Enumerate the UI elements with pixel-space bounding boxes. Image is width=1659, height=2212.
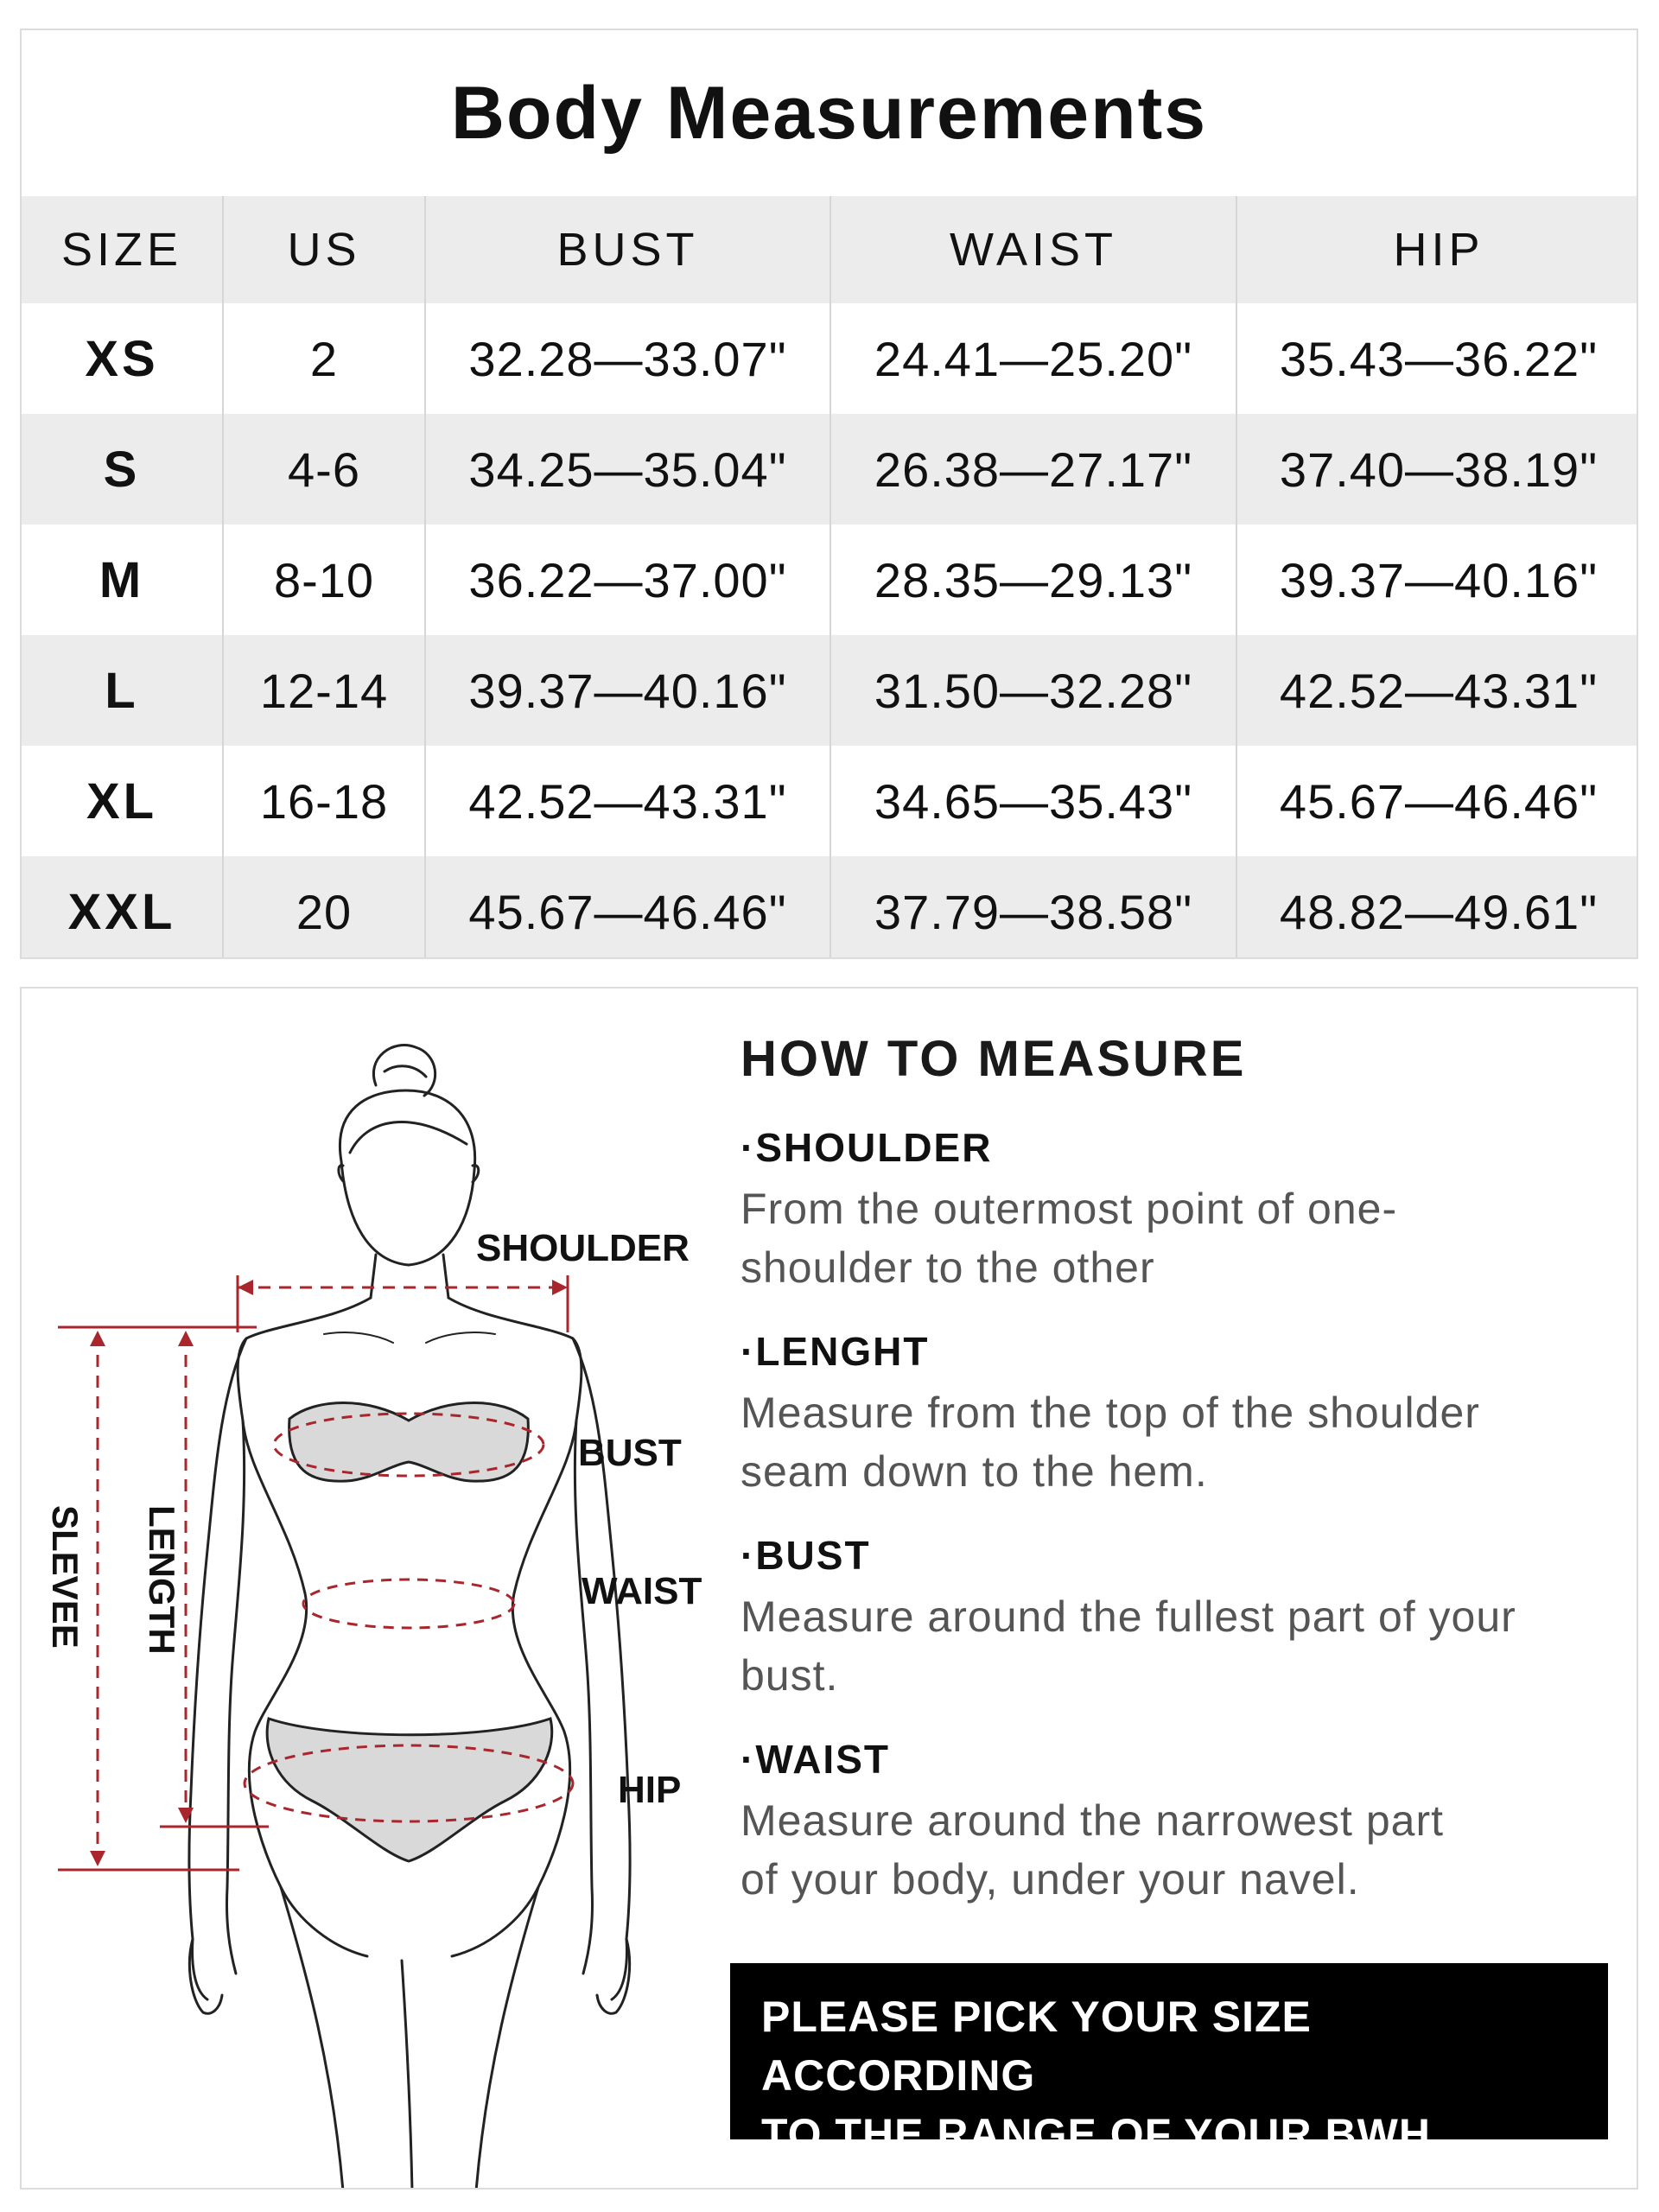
cell-hip: 37.40—38.19" bbox=[1236, 414, 1638, 524]
cell-us: 20 bbox=[223, 856, 425, 959]
desc-line: Measure around the fullest part of your bbox=[741, 1592, 1516, 1641]
desc-line: shoulder to the other bbox=[741, 1243, 1155, 1292]
cell-bust: 42.52—43.31" bbox=[425, 746, 830, 856]
cell-bust: 39.37—40.16" bbox=[425, 635, 830, 746]
table-row bbox=[22, 856, 1638, 959]
cell-hip: 35.43—36.22" bbox=[1236, 303, 1638, 414]
cell-size: L bbox=[22, 635, 223, 746]
header-us: US bbox=[223, 196, 425, 303]
size-chart-card bbox=[20, 29, 1638, 959]
header-hip: HIP bbox=[1236, 196, 1638, 303]
cell-size: XS bbox=[85, 330, 159, 387]
cell-bust: 34.25—35.04" bbox=[425, 414, 830, 524]
measure-item-bust bbox=[741, 1532, 1622, 1705]
cell-hip: 42.52—43.31" bbox=[1236, 635, 1638, 746]
cell-hip: 45.67—46.46" bbox=[1236, 746, 1638, 856]
measure-item-length bbox=[741, 1328, 1622, 1501]
cell-size: M bbox=[99, 551, 145, 608]
label-hip: HIP bbox=[618, 1769, 682, 1811]
measure-item-desc bbox=[741, 1791, 1622, 1909]
table-header-row bbox=[22, 196, 1638, 303]
hair-bun bbox=[373, 1046, 435, 1096]
label-sleeve: SLEVEE bbox=[45, 1505, 86, 1649]
measure-item-title: ·WAIST bbox=[741, 1737, 890, 1782]
cell-us: 8-10 bbox=[223, 524, 425, 635]
cell-size: XL bbox=[86, 772, 158, 830]
cell-us: 4-6 bbox=[223, 414, 425, 524]
cell-waist: 37.79—38.58" bbox=[830, 856, 1236, 959]
cell-us: 12-14 bbox=[223, 635, 425, 746]
notice-line: TO THE RANGE OF YOUR BWH. bbox=[761, 2110, 1444, 2158]
measure-item-title: ·BUST bbox=[741, 1533, 871, 1578]
label-waist: WAIST bbox=[582, 1570, 702, 1612]
head-outline bbox=[340, 1090, 474, 1265]
desc-line: Measure around the narrowest part bbox=[741, 1796, 1444, 1845]
cell-waist: 34.65—35.43" bbox=[830, 746, 1236, 856]
cell-bust: 32.28—33.07" bbox=[425, 303, 830, 414]
desc-line: Measure from the top of the shoulder bbox=[741, 1389, 1480, 1437]
desc-line: seam down to the hem. bbox=[741, 1447, 1208, 1496]
bikini-bottom bbox=[267, 1719, 552, 1861]
size-table bbox=[22, 196, 1638, 959]
label-length: LENGTH bbox=[142, 1505, 182, 1655]
leg-left bbox=[281, 1887, 343, 2190]
desc-line: From the outermost point of one- bbox=[741, 1185, 1398, 1233]
arm-left bbox=[189, 1338, 246, 1999]
header-waist: WAIST bbox=[830, 196, 1236, 303]
cell-hip: 39.37—40.16" bbox=[1236, 524, 1638, 635]
measure-item-desc bbox=[741, 1587, 1622, 1705]
table-row bbox=[22, 303, 1638, 414]
table-row bbox=[22, 635, 1638, 746]
label-bust: BUST bbox=[578, 1432, 682, 1474]
measure-guide-card bbox=[20, 987, 1638, 2190]
measure-item-waist bbox=[741, 1736, 1622, 1909]
cell-size: XXL bbox=[22, 856, 223, 959]
cell-us: 16-18 bbox=[223, 746, 425, 856]
torso-left bbox=[238, 1298, 371, 1956]
table-row bbox=[22, 746, 1638, 856]
cell-us: 2 bbox=[223, 303, 425, 414]
how-to-measure-panel bbox=[741, 1030, 1622, 1940]
label-shoulder: SHOULDER bbox=[476, 1227, 690, 1269]
cell-size: S bbox=[22, 414, 223, 524]
cell-bust: 36.22—37.00" bbox=[425, 524, 830, 635]
cell-bust: 45.67—46.46" bbox=[425, 856, 830, 959]
header-bust: BUST bbox=[425, 196, 830, 303]
cell-hip: 48.82—49.61" bbox=[1236, 856, 1638, 959]
torso-right bbox=[448, 1298, 582, 1956]
measure-item-title: ·LENGHT bbox=[741, 1329, 930, 1374]
measure-item-shoulder bbox=[741, 1124, 1622, 1297]
table-row bbox=[22, 524, 1638, 635]
desc-line: bust. bbox=[741, 1651, 839, 1700]
notice-line: PLEASE PICK YOUR SIZE ACCORDING bbox=[761, 1993, 1312, 2100]
measure-item-title: ·SHOULDER bbox=[741, 1125, 993, 1170]
how-to-measure-heading: HOW TO MEASURE bbox=[741, 1031, 1247, 1087]
cell-waist: 28.35—29.13" bbox=[830, 524, 1236, 635]
cell-waist: 24.41—25.20" bbox=[830, 303, 1236, 414]
neck bbox=[371, 1255, 448, 1298]
body-figure-illustration bbox=[22, 988, 730, 2190]
size-notice-banner bbox=[730, 1963, 1608, 2158]
waist-line bbox=[303, 1580, 514, 1628]
cell-waist: 31.50—32.28" bbox=[830, 635, 1236, 746]
table-row bbox=[22, 414, 1638, 524]
header-size: SIZE bbox=[22, 196, 223, 303]
page-title: Body Measurements bbox=[450, 71, 1208, 155]
desc-line: of your body, under your navel. bbox=[741, 1855, 1360, 1904]
leg-right bbox=[476, 1887, 538, 2190]
measure-item-desc bbox=[741, 1179, 1622, 1297]
cell-waist: 26.38—27.17" bbox=[830, 414, 1236, 524]
measure-item-desc bbox=[741, 1383, 1622, 1501]
